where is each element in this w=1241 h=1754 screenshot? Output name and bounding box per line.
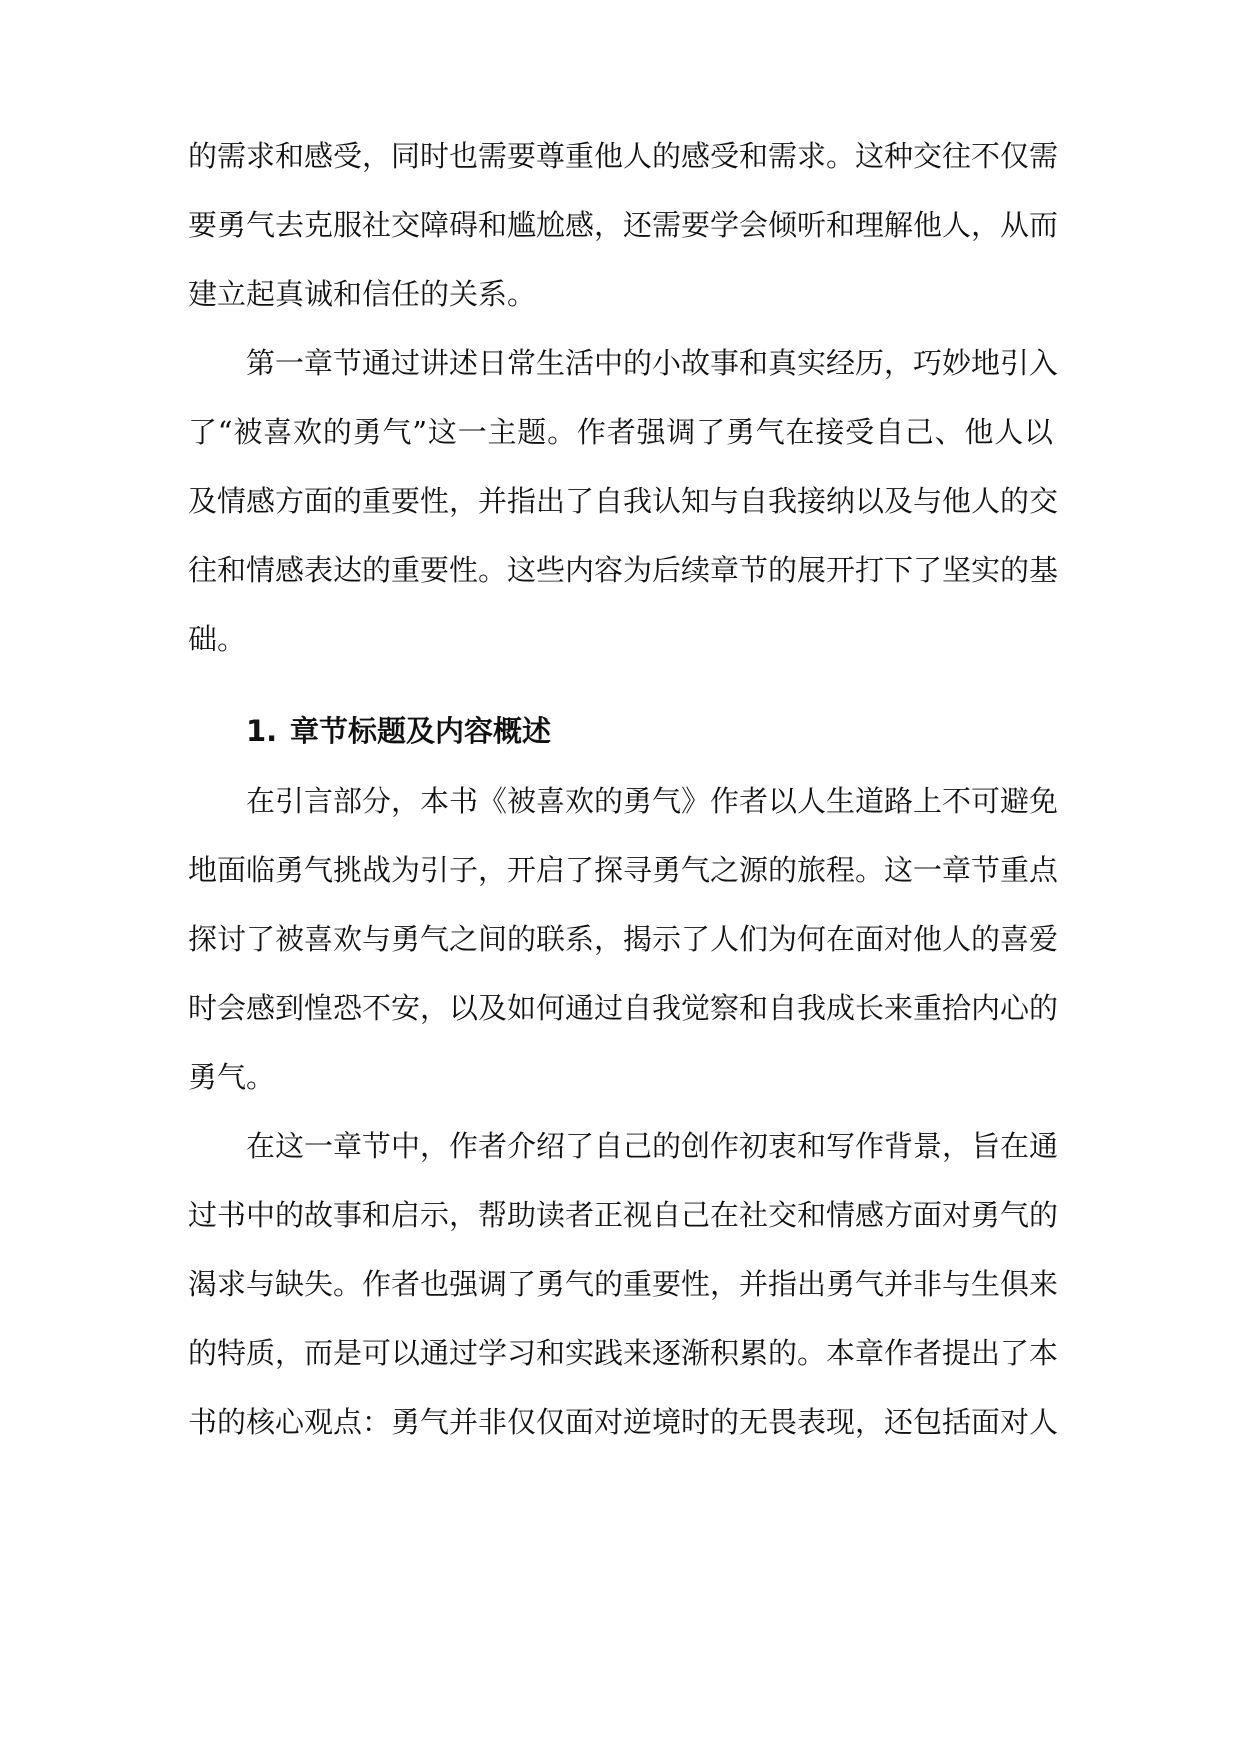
paragraph-line: 础。 bbox=[188, 622, 247, 656]
paragraph-line: 的需求和感受，同时也需要尊重他人的感受和需求。这种交往不仅需 bbox=[188, 139, 1059, 173]
paragraph-line: 要勇气去克服社交障碍和尴尬感，还需要学会倾听和理解他人，从而 bbox=[188, 208, 1059, 242]
paragraph-line: 及情感方面的重要性，并指出了自我认知与自我接纳以及与他人的交 bbox=[188, 484, 1059, 518]
paragraph-line: 在引言部分，本书《被喜欢的勇气》作者以人生道路上不可避免 bbox=[246, 784, 1059, 818]
paragraph-line: 过书中的故事和启示，帮助读者正视自己在社交和情感方面对勇气的 bbox=[188, 1198, 1059, 1232]
paragraph-line: 往和情感表达的重要性。这些内容为后续章节的展开打下了坚实的基 bbox=[188, 553, 1059, 587]
paragraph-line: 第一章节通过讲述日常生活中的小故事和真实经历，巧妙地引入 bbox=[246, 346, 1059, 380]
paragraph-line: 了“被喜欢的勇气”这一主题。作者强调了勇气在接受自己、他人以 bbox=[188, 415, 1053, 449]
paragraph-line: 勇气。 bbox=[188, 1060, 276, 1094]
paragraph-line: 书的核心观点：勇气并非仅仅面对逆境时的无畏表现，还包括面对人 bbox=[188, 1405, 1059, 1439]
paragraph-line: 地面临勇气挑战为引子，开启了探寻勇气之源的旅程。这一章节重点 bbox=[188, 853, 1059, 887]
heading-number: 1. bbox=[246, 714, 278, 748]
paragraph-line: 在这一章节中，作者介绍了自己的创作初衷和写作背景，旨在通 bbox=[246, 1129, 1059, 1163]
paragraph-line: 时会感到惶恐不安，以及如何通过自我觉察和自我成长来重拾内心的 bbox=[188, 991, 1059, 1025]
paragraph-line: 探讨了被喜欢与勇气之间的联系，揭示了人们为何在面对他人的喜爱 bbox=[188, 922, 1059, 956]
paragraph-line: 建立起真诚和信任的关系。 bbox=[188, 277, 537, 311]
heading-title: 章节标题及内容概述 bbox=[290, 714, 552, 748]
paragraph-line: 渴求与缺失。作者也强调了勇气的重要性，并指出勇气并非与生俱来 bbox=[188, 1267, 1059, 1301]
section-heading bbox=[246, 707, 551, 755]
paragraph-line: 的特质，而是可以通过学习和实践来逐渐积累的。本章作者提出了本 bbox=[188, 1336, 1059, 1370]
